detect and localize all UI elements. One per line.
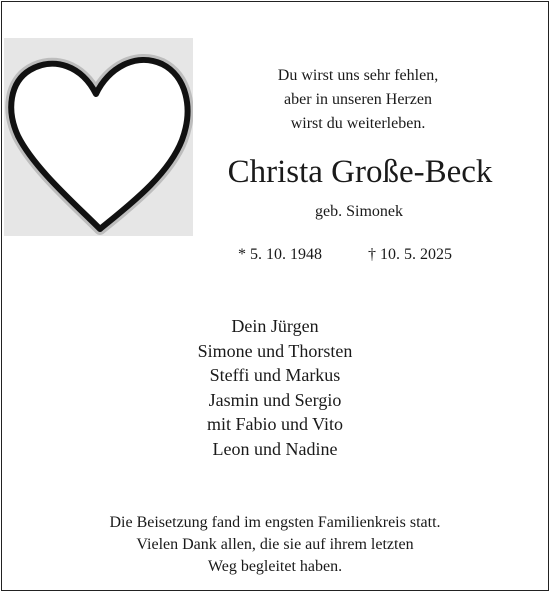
quote-line: Du wirst uns sehr fehlen, xyxy=(277,67,439,84)
mourner-line: Dein Jürgen xyxy=(231,316,319,336)
birth-date: * 5. 10. 1948 xyxy=(238,246,322,263)
closing-line: Weg begleitet haben. xyxy=(207,558,343,575)
mourners-list xyxy=(160,314,390,461)
heart-panel xyxy=(4,38,193,236)
mourner-line: Leon und Nadine xyxy=(212,438,338,459)
closing-line: Vielen Dank allen, die sie auf ihrem letzten xyxy=(136,536,414,553)
closing-note xyxy=(60,512,490,578)
mourner-line: Steffi und Markus xyxy=(209,365,341,385)
quote-line: wirst du weiterleben. xyxy=(290,115,426,132)
closing-line: Die Beisetzung fand im engsten Familienkreis statt. xyxy=(109,514,441,531)
mourner-line: Simone und Thorsten xyxy=(197,340,353,361)
maiden-name: geb. Simonek xyxy=(315,203,403,220)
quote-line: aber in unseren Herzen xyxy=(284,91,432,108)
death-date: † 10. 5. 2025 xyxy=(368,246,452,263)
memorial-quote xyxy=(220,64,496,136)
mourner-line: Jasmin und Sergio xyxy=(208,389,342,410)
heart-icon xyxy=(4,38,193,236)
mourner-line: mit Fabio und Vito xyxy=(206,414,344,434)
deceased-name: Christa Große-Beck xyxy=(227,154,493,190)
